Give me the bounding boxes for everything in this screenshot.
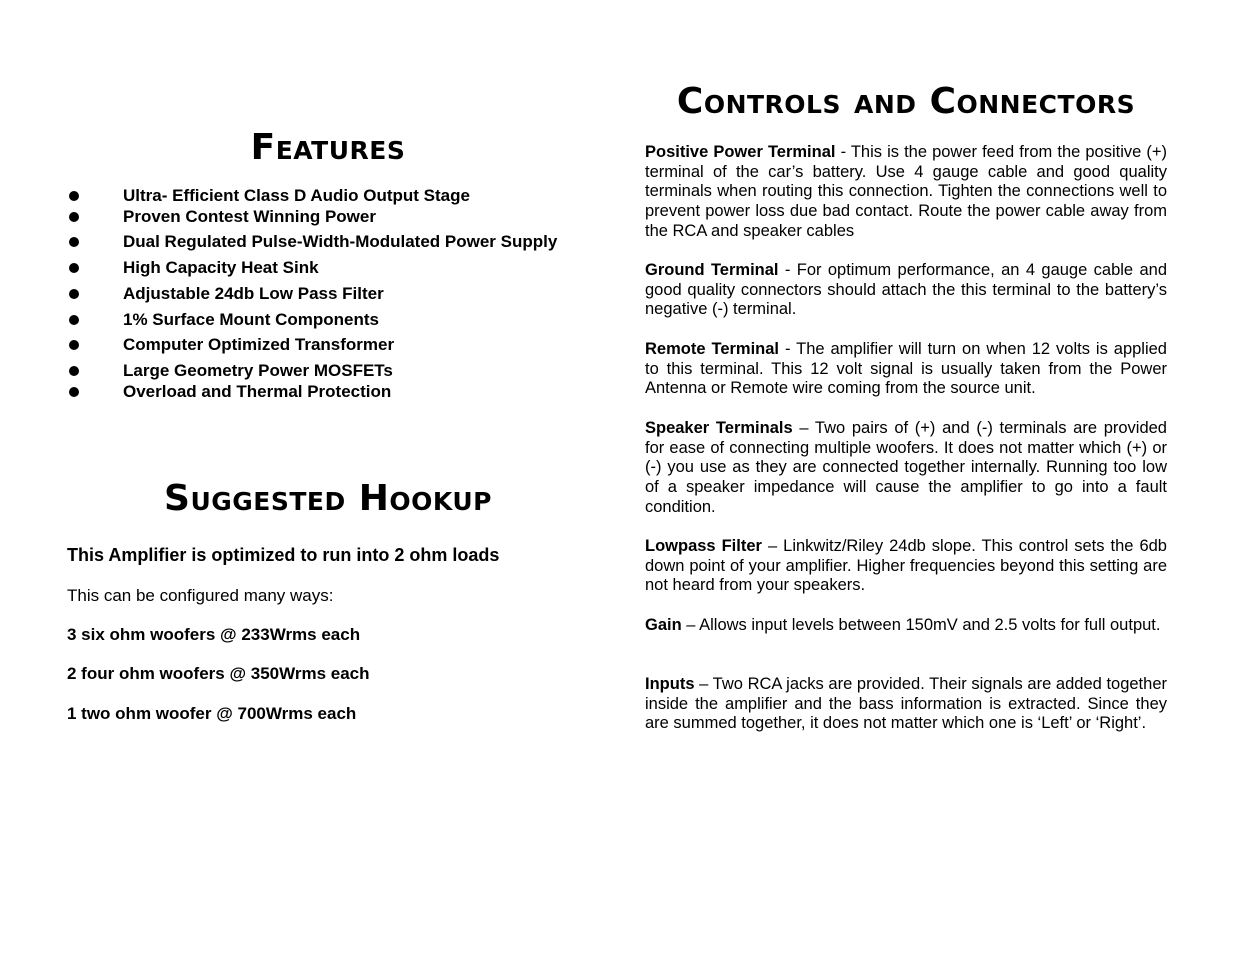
bullet-icon — [69, 289, 79, 299]
hookup-intro-bold: This Amplifier is optimized to run into 2 ohm loads — [67, 545, 500, 565]
feature-text: Computer Optimized Transformer — [123, 335, 395, 354]
features-heading: Features — [250, 127, 406, 168]
bullet-icon — [69, 237, 79, 247]
control-text: – Two RCA jacks are provided. Their signals are added together inside the amplifier and the bass information is extracted. Since they are summed together, it does not matter which one is ‘Left’ or ‘Right’. — [645, 675, 1167, 733]
feature-text: Dual Regulated Pulse-Width-Modulated Power Supply — [123, 232, 558, 251]
feature-text: Overload and Thermal Protection — [123, 382, 392, 401]
control-text: - The amplifier will turn on when 12 volts is applied to this terminal. This 12 volt signal is usually taken from the Power Antenna or Remote wire coming from the source unit. — [645, 340, 1167, 398]
feature-text: Large Geometry Power MOSFETs — [123, 361, 393, 380]
control-paragraph — [645, 419, 1167, 518]
feature-text: Proven Contest Winning Power — [123, 207, 376, 226]
controls-heading: Controls and Connectors — [676, 81, 1136, 122]
feature-text: Ultra- Efficient Class D Audio Output Stage — [123, 186, 470, 205]
bullet-icon — [69, 212, 79, 222]
hookup-config: 1 two ohm woofer @ 700Wrms each — [67, 704, 357, 723]
control-label: Gain — [645, 616, 682, 634]
bullet-icon — [69, 340, 79, 350]
hookup-heading: Suggested Hookup — [164, 478, 492, 519]
control-paragraph — [645, 340, 1167, 399]
control-paragraph — [645, 616, 1167, 636]
control-text: – Allows input levels between 150mV and 2.5 volts for full output. — [681, 616, 1161, 634]
control-label: Ground Terminal — [645, 261, 779, 279]
control-paragraph — [645, 537, 1167, 596]
feature-text: Adjustable 24db Low Pass Filter — [123, 284, 384, 303]
control-label: Inputs — [645, 675, 695, 693]
control-label: Remote Terminal — [645, 340, 780, 358]
bullet-icon — [69, 366, 79, 376]
control-text: – Linkwitz/Riley 24db slope. This control sets the 6db down point of your amplifier. Higher frequencies beyond this setting are not heard from your speakers. — [645, 537, 1167, 595]
hookup-config: 3 six ohm woofers @ 233Wrms each — [67, 625, 361, 644]
bullet-icon — [69, 387, 79, 397]
control-text: – Two pairs of (+) and (-) terminals are provided for ease of connecting multiple woofers. It does not matter which (+) or (-) you use as they are connected together internally. Running too low of a speaker impedance will cause the amplifier to go into a fault condition. — [645, 419, 1167, 516]
hookup-intro: This can be configured many ways: — [67, 586, 334, 605]
control-label: Positive Power Terminal — [645, 143, 836, 161]
control-paragraph — [645, 143, 1167, 242]
control-label: Speaker Terminals — [645, 419, 793, 437]
control-paragraph — [645, 675, 1167, 734]
control-paragraph — [645, 261, 1167, 320]
control-text: - For optimum performance, an 4 gauge cable and good quality connectors should attach the this terminal to the battery’s negative (-) terminal. — [645, 261, 1167, 319]
bullet-icon — [69, 263, 79, 273]
control-label: Lowpass Filter — [645, 537, 762, 555]
bullet-icon — [69, 315, 79, 325]
control-text: - This is the power feed from the positive (+) terminal of the car’s battery. Use 4 gauge cable and good quality terminals when routing this connection. Tighten the connections well to prevent power loss due bad contact. Route the power cable away from the RCA and speaker cables — [645, 143, 1168, 240]
feature-text: High Capacity Heat Sink — [123, 258, 319, 277]
bullet-icon — [69, 191, 79, 201]
feature-text: 1% Surface Mount Components — [123, 310, 379, 329]
hookup-config: 2 four ohm woofers @ 350Wrms each — [67, 664, 370, 683]
